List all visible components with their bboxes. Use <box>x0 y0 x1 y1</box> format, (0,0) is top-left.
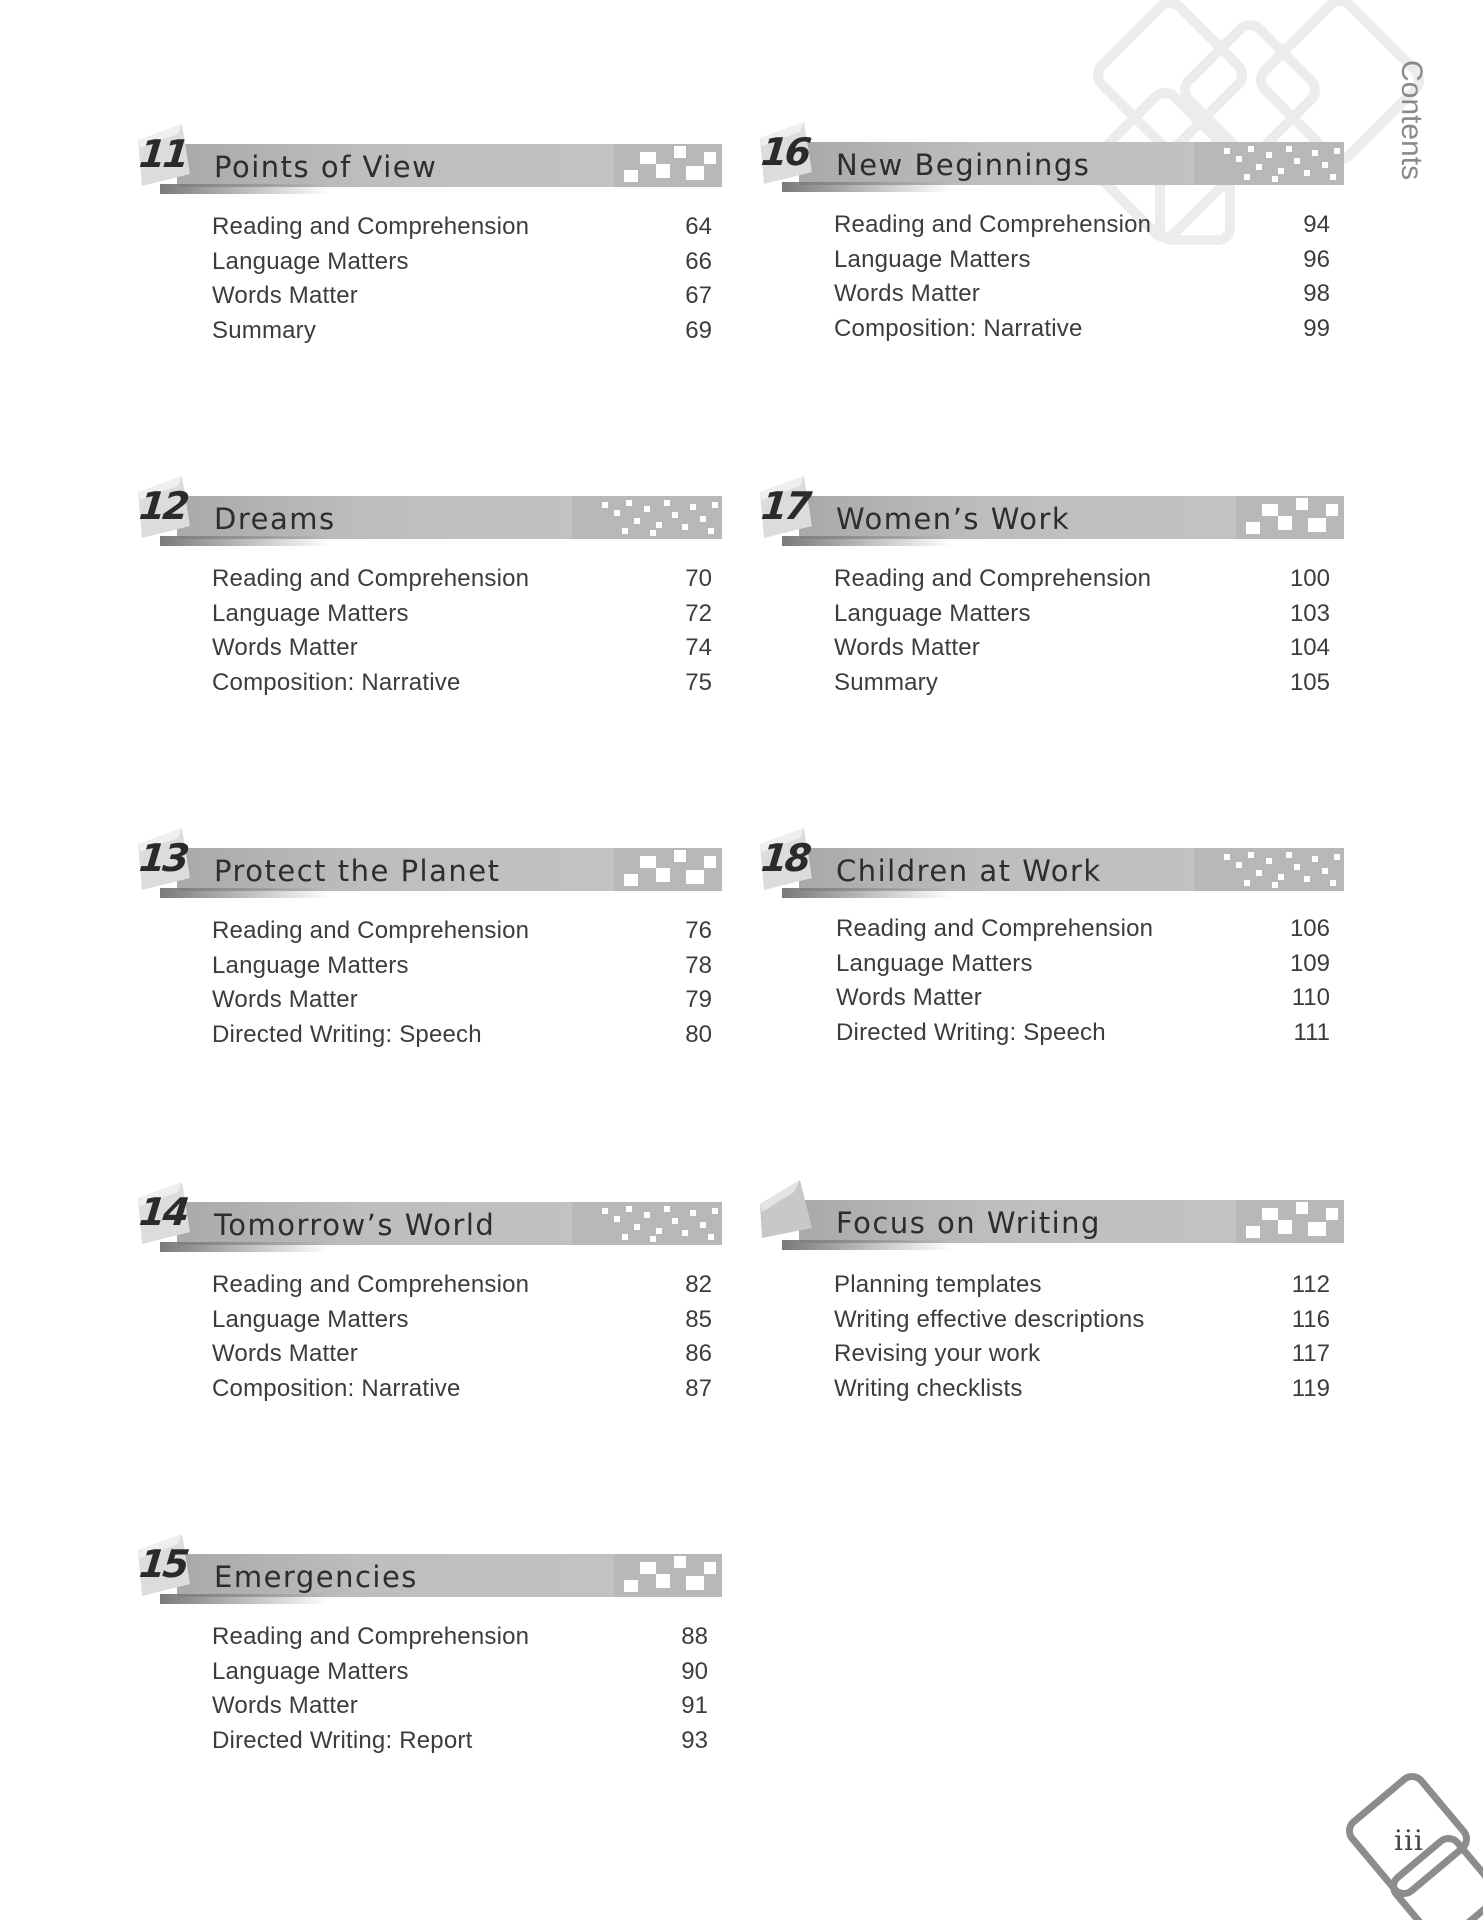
unit-header <box>132 122 732 192</box>
list-item[interactable]: Summary 105 <box>834 668 1330 696</box>
unit-header <box>754 120 1354 190</box>
list-item[interactable]: Language Matters 96 <box>834 245 1330 273</box>
unit-number: 16 <box>759 130 811 174</box>
checker-tiles-decoration <box>1194 848 1344 891</box>
unit-header <box>132 1180 732 1250</box>
unit-items <box>212 562 712 700</box>
list-item[interactable]: Reading and Comprehension 100 <box>834 565 1330 592</box>
unit-number: 15 <box>137 1542 189 1586</box>
list-item[interactable]: Writing effective descriptions 116 <box>834 1305 1330 1333</box>
list-item[interactable]: Directed Writing: Speech 111 <box>836 1018 1330 1046</box>
list-item[interactable]: Words Matter 104 <box>834 634 1330 661</box>
list-item[interactable]: Language Matters 109 <box>836 949 1330 977</box>
list-item[interactable]: Composition: Narrative 87 <box>212 1374 712 1402</box>
list-item[interactable]: Reading and Comprehension 82 <box>212 1271 712 1298</box>
unit-focus-on-writing <box>754 1178 1354 1438</box>
unit-header <box>132 826 732 896</box>
list-item[interactable]: Directed Writing: Report 93 <box>212 1726 708 1754</box>
unit-title: Protect the Planet <box>214 854 501 888</box>
unit-title: Focus on Writing <box>836 1206 1101 1240</box>
unit-title: Children at Work <box>836 854 1102 888</box>
unit-title: New Beginnings <box>836 148 1091 182</box>
unit-14 <box>132 1180 732 1440</box>
unit-items <box>834 208 1330 346</box>
checker-tiles-decoration <box>1236 496 1344 539</box>
contents-side-label: Contents <box>1395 60 1428 181</box>
list-item[interactable]: Words Matter 91 <box>212 1692 708 1719</box>
unit-12 <box>132 474 732 734</box>
checker-tiles-decoration <box>1194 142 1344 185</box>
unit-number: 18 <box>759 836 811 880</box>
list-item[interactable]: Language Matters 85 <box>212 1305 712 1333</box>
list-item[interactable]: Language Matters 78 <box>212 951 712 979</box>
unit-title: Dreams <box>214 502 336 536</box>
list-item[interactable]: Language Matters 90 <box>212 1657 708 1685</box>
list-item[interactable]: Words Matter 67 <box>212 282 712 309</box>
unit-number: 17 <box>759 484 811 528</box>
checker-tiles-decoration <box>614 848 722 891</box>
unit-badge <box>754 1178 824 1248</box>
checker-tiles-decoration <box>614 144 722 187</box>
list-item[interactable]: Composition: Narrative 75 <box>212 668 712 696</box>
list-item[interactable]: Words Matter 79 <box>212 986 712 1013</box>
unit-13 <box>132 826 732 1086</box>
unit-title: Tomorrow’s World <box>214 1208 496 1242</box>
list-item[interactable]: Reading and Comprehension 88 <box>212 1623 708 1650</box>
list-item[interactable]: Language Matters 103 <box>834 599 1330 627</box>
unit-header <box>132 474 732 544</box>
unit-items <box>212 1620 708 1758</box>
unit-header <box>754 1178 1354 1248</box>
list-item[interactable]: Reading and Comprehension 94 <box>834 211 1330 238</box>
list-item[interactable]: Composition: Narrative 99 <box>834 314 1330 342</box>
unit-items <box>212 210 712 348</box>
list-item[interactable]: Words Matter 86 <box>212 1340 712 1367</box>
unit-header <box>754 826 1354 896</box>
unit-items <box>836 912 1330 1050</box>
unit-title: Points of View <box>214 150 438 184</box>
page-number: iii <box>1394 1824 1424 1857</box>
list-item[interactable]: Reading and Comprehension 106 <box>836 915 1330 942</box>
list-item[interactable]: Words Matter 110 <box>836 984 1330 1011</box>
unit-number: 11 <box>137 132 189 176</box>
list-item[interactable]: Summary 69 <box>212 316 712 344</box>
unit-items <box>834 562 1330 700</box>
unit-15 <box>132 1532 732 1792</box>
checker-tiles-decoration <box>614 1554 722 1597</box>
list-item[interactable]: Words Matter 98 <box>834 280 1330 307</box>
unit-items <box>212 914 712 1052</box>
list-item[interactable]: Reading and Comprehension 64 <box>212 213 712 240</box>
unit-number: 13 <box>137 836 189 880</box>
list-item[interactable]: Reading and Comprehension 70 <box>212 565 712 592</box>
list-item[interactable]: Reading and Comprehension 76 <box>212 917 712 944</box>
unit-number: 14 <box>137 1190 189 1234</box>
list-item[interactable]: Writing checklists 119 <box>834 1374 1330 1402</box>
unit-title: Women’s Work <box>836 502 1071 536</box>
unit-17 <box>754 474 1354 734</box>
unit-16 <box>754 120 1354 380</box>
unit-items <box>834 1268 1330 1406</box>
unit-header <box>132 1532 732 1602</box>
list-item[interactable]: Words Matter 74 <box>212 634 712 661</box>
list-item[interactable]: Planning templates 112 <box>834 1271 1330 1298</box>
unit-number: 12 <box>137 484 189 528</box>
list-item[interactable]: Revising your work 117 <box>834 1340 1330 1367</box>
checker-tiles-decoration <box>572 1202 722 1245</box>
unit-items <box>212 1268 712 1406</box>
list-item[interactable]: Language Matters 66 <box>212 247 712 275</box>
checker-tiles-decoration <box>572 496 722 539</box>
list-item[interactable]: Language Matters 72 <box>212 599 712 627</box>
checker-tiles-decoration <box>1236 1200 1344 1243</box>
unit-title: Emergencies <box>214 1560 418 1594</box>
unit-11 <box>132 122 732 382</box>
list-item[interactable]: Directed Writing: Speech 80 <box>212 1020 712 1048</box>
unit-header <box>754 474 1354 544</box>
unit-18 <box>754 826 1354 1086</box>
